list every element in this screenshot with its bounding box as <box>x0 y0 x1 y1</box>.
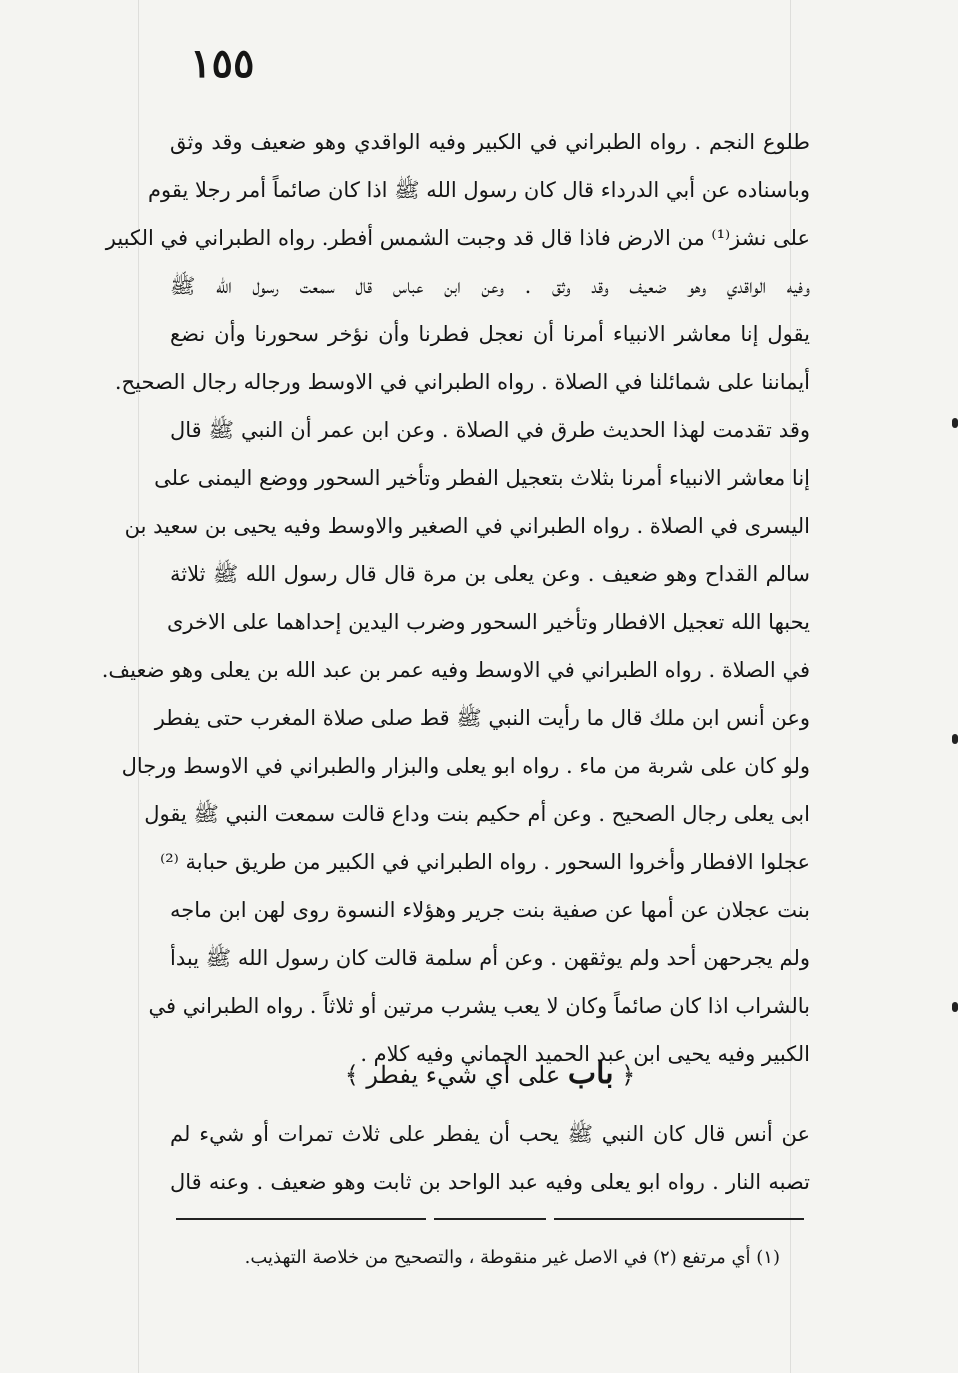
heading-bracket-open: ﴿ <box>621 1061 636 1089</box>
text-line: بالشراب اذا كان صائماً وكان لا يعب يشرب مرتين أو ثلاثاً . رواه الطبراني في <box>148 994 810 1018</box>
margin-mark <box>952 1002 958 1012</box>
text-line: وباسناده عن أبي الدرداء قال كان رسول الله ﷺ اذا كان صائماً أمر رجلا يقوم <box>148 178 810 202</box>
text-line: اليسرى في الصلاة . رواه الطبراني في الصغير والاوسط وفيه يحيى بن سعيد بن <box>124 514 810 538</box>
margin-mark <box>952 734 958 744</box>
text-line: أيماننا على شمائلنا في الصلاة . رواه الطبراني في الاوسط ورجاله رجال الصحيح. <box>114 370 810 394</box>
text-line: على نشز⁽¹⁾ من الارض فاذا قال قد وجبت الشمس أفطر. رواه الطبراني في الكبير <box>105 226 810 250</box>
text-line: وقد تقدمت لهذا الحديث طرق في الصلاة . وعن ابن عمر أن النبي ﷺ قال <box>170 418 810 442</box>
text-line: يحبها الله تعجيل الافطار وتأخير السحور وضرب اليدين إحداهما على الاخرى <box>166 610 810 634</box>
text-line: الكبير وفيه يحيى ابن عبد الحميد الحماني وفيه كلام . <box>360 1042 810 1066</box>
footnote-rule <box>434 1218 546 1220</box>
heading-title: على أي شيء يفطر <box>366 1061 561 1089</box>
footnote: (١) أي مرتفع (٢) في الاصل غير منقوطة ، والتصحيح من خلاصة التهذيب. <box>244 1247 780 1268</box>
text-line: ولم يجرحهن أحد ولم يوثقهن . وعن أم سلمة قالت كان رسول الله ﷺ يبدأ <box>170 946 810 970</box>
text-line: سالم القداح وهو ضعيف . وعن يعلى بن مرة قال قال رسول الله ﷺ ثلاثة <box>170 562 810 586</box>
text-line: ولو كان على شربة من ماء . رواه ابو يعلى والبزار والطبراني في الاوسط ورجال <box>121 754 810 778</box>
footnote-rule <box>554 1218 804 1220</box>
heading-bracket-close: ﴾ <box>344 1061 359 1089</box>
text-line: وعن أنس ابن ملك قال ما رأيت النبي ﷺ قط صلى صلاة المغرب حتى يفطر <box>154 706 810 730</box>
text-line: وفيه الواقدي وهو ضعيف وقد وثق . وعن ابن عباس قال سمعت رسول الله ﷺ <box>170 274 810 298</box>
text-line: بنت عجلان عن أمها عن صفية بنت جرير وهؤلاء النسوة روى لهن ابن ماجه <box>170 898 810 922</box>
main-paragraph <box>101 118 810 1078</box>
text-line: تصبه النار . رواه ابو يعلى وفيه عبد الواحد بن ثابت وهو ضعيف . وعنه قال <box>170 1170 810 1194</box>
margin-mark <box>952 418 958 428</box>
text-line: في الصلاة . رواه الطبراني في الاوسط وفيه عمر بن عبد الله بن يعلى وهو ضعيف. <box>101 658 810 682</box>
text-line: ابى يعلى رجال الصحيح . وعن أم حكيم بنت وداع قالت سمعت النبي ﷺ يقول <box>144 802 810 826</box>
chapter-heading <box>170 1050 810 1098</box>
footnote-rule <box>176 1218 426 1220</box>
text-line: عن أنس قال كان النبي ﷺ يحب أن يفطر على ثلاث تمرات أو شيء لم <box>170 1122 810 1146</box>
second-paragraph <box>170 1110 810 1206</box>
text-line: إنا معاشر الانبياء أمرنا بثلاث بتعجيل الفطر وتأخير السحور ووضع اليمنى على <box>154 466 810 490</box>
page-number: ١٥٥ <box>190 40 255 87</box>
text-line: طلوع النجم . رواه الطبراني في الكبير وفيه الواقدي وهو ضعيف وقد وثق <box>170 130 810 154</box>
heading-bab: باب <box>567 1056 614 1091</box>
text-line: عجلوا الافطار وأخروا السحور . رواه الطبراني في الكبير من طريق حبابة ⁽²⁾ <box>160 850 810 874</box>
text-line: يقول إنا معاشر الانبياء أمرنا أن نعجل فطرنا وأن نؤخر سحورنا وأن نضع <box>170 322 810 346</box>
